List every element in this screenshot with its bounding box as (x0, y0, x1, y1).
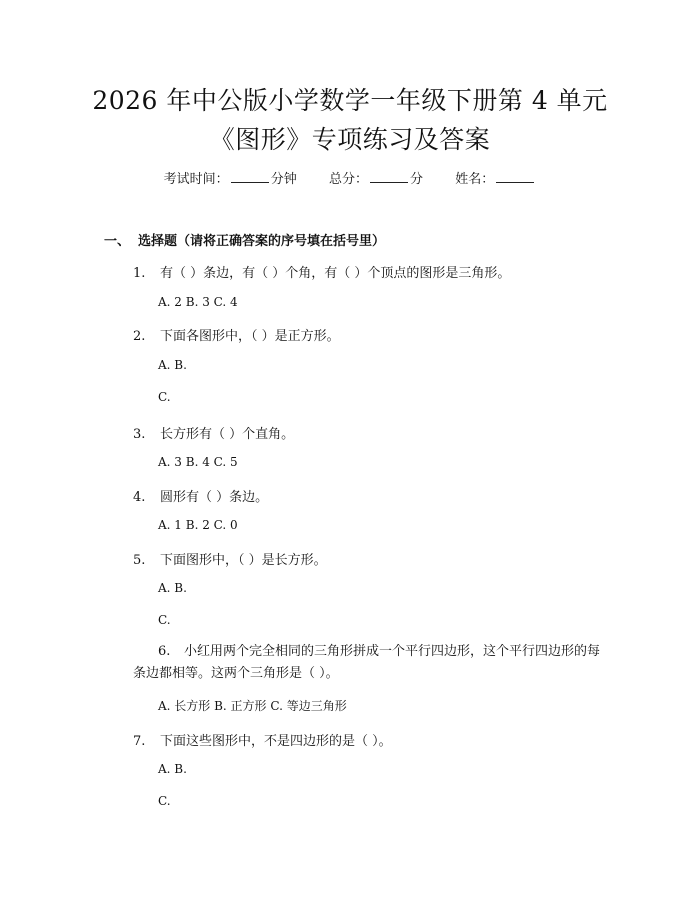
question-2 (133, 325, 340, 344)
question-number: 1. (133, 266, 146, 281)
question-5 (133, 549, 327, 568)
question-5-options-ab: A. B. (158, 581, 187, 595)
question-7-option-c: C. (158, 794, 171, 808)
question-number: 4. (133, 490, 146, 505)
question-6 (133, 641, 603, 685)
question-number: 6. (158, 644, 171, 659)
question-number: 7. (133, 734, 146, 749)
question-number: 3. (133, 427, 146, 442)
question-2-option-c: C. (158, 390, 171, 404)
question-text: 有（ ）条边，有（ ）个角，有（ ）个顶点的图形是三角形。 (160, 266, 511, 281)
question-2-options-ab: A. B. (158, 358, 187, 372)
name-label: 姓名： (455, 172, 495, 187)
question-1 (133, 262, 510, 281)
title-line-1: 2026 年中公版小学数学一年级下册第 4 单元 (92, 86, 608, 115)
time-label: 考试时间： (163, 172, 229, 187)
time-blank (231, 170, 269, 183)
question-6-options: A. 长方形 B. 正方形 C. 等边三角形 (158, 699, 347, 713)
question-text: 下面图形中，（ ）是长方形。 (160, 553, 327, 568)
question-text: 长方形有（ ）个直角。 (160, 427, 295, 442)
section-number: 一、 (104, 234, 131, 249)
score-unit: 分 (410, 172, 424, 187)
question-3 (133, 423, 294, 442)
question-3-options: A. 3 B. 4 C. 5 (158, 455, 238, 469)
question-4-options: A. 1 B. 2 C. 0 (158, 518, 238, 532)
score-blank (370, 170, 408, 183)
question-text: 下面这些图形中，不是四边形的是（ ）。 (160, 734, 392, 749)
time-unit: 分钟 (270, 172, 297, 187)
exam-info-row (0, 168, 700, 187)
question-text: 小红用两个完全相同的三角形拼成一个平行四边形，这个平行四边形的每条边都相等。这两个三角形是（ ）。 (133, 644, 601, 681)
title-line-2: 《图形》专项练习及答案 (209, 125, 491, 154)
name-blank (496, 170, 534, 183)
question-5-option-c: C. (158, 613, 171, 627)
question-7 (133, 730, 392, 749)
question-text: 下面各图形中，（ ）是正方形。 (160, 329, 340, 344)
question-number: 2. (133, 329, 146, 344)
question-7-options-ab: A. B. (158, 762, 187, 776)
question-1-options: A. 2 B. 3 C. 4 (158, 295, 238, 309)
question-text: 圆形有（ ）条边。 (160, 490, 269, 505)
section-title: 选择题（请将正确答案的序号填在括号里） (138, 234, 386, 249)
question-number: 5. (133, 553, 146, 568)
question-4 (133, 486, 268, 505)
section-heading (104, 230, 385, 249)
score-label: 总分： (328, 172, 368, 187)
